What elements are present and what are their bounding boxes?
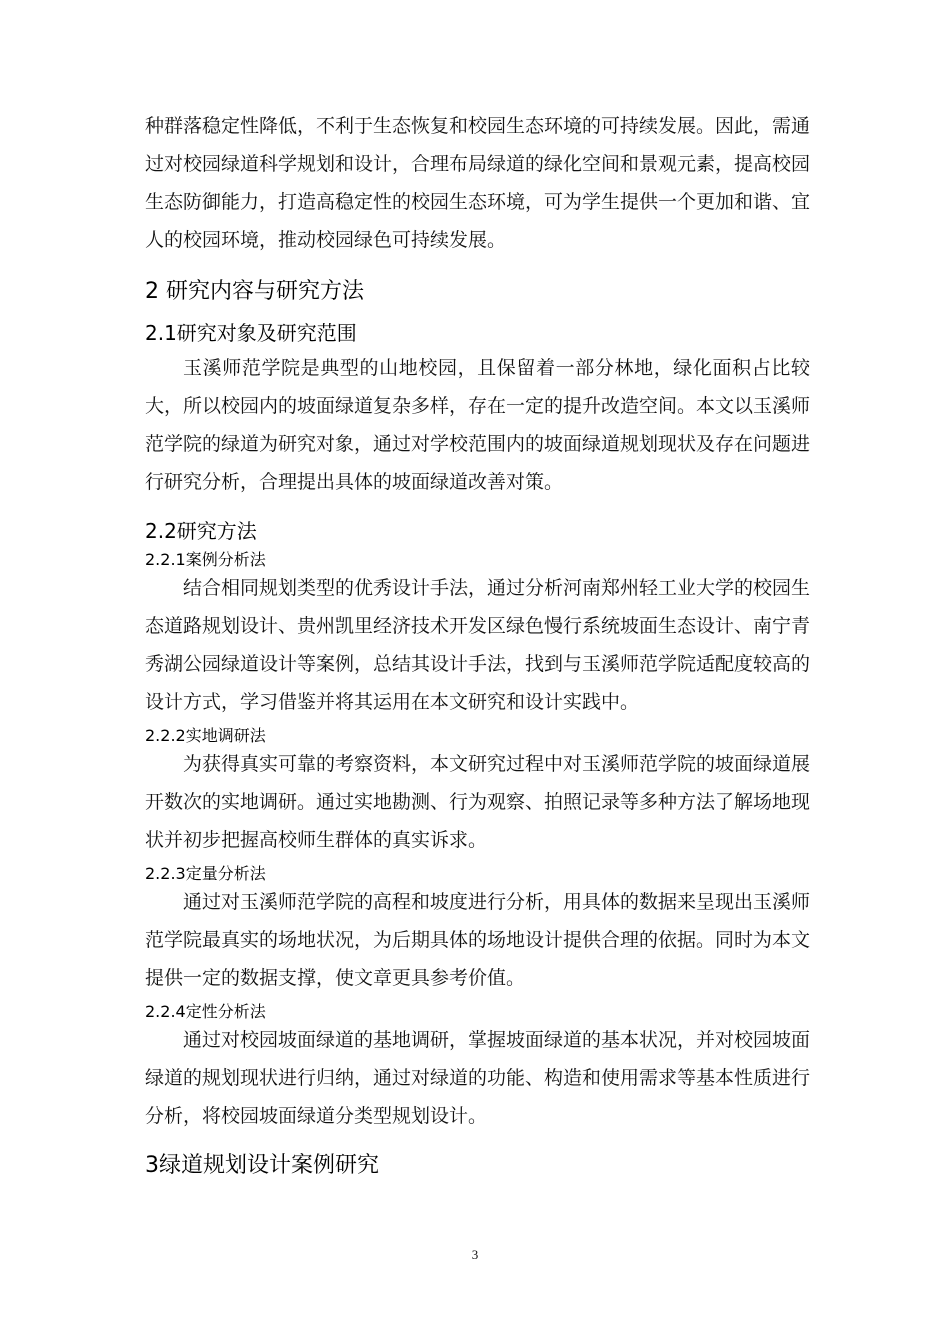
section-3-heading: 3绿道规划设计案例研究	[145, 1153, 379, 1178]
section-2-heading: 2 研究内容与研究方法	[145, 279, 364, 304]
section-2-1-heading: 2.1研究对象及研究范围	[145, 321, 357, 345]
section-2-2-4-heading: 2.2.4定性分析法	[145, 1002, 266, 1021]
section-2-2-4-paragraph: 通过对校园坡面绿道的基地调研，掌握坡面绿道的基本状况，并对校园坡面绿道的规划现状进行归纳，通过对绿道的功能、构造和使用需求等基本性质进行分析，将校园坡面绿道分类型规划设计。	[145, 1029, 811, 1127]
section-2-2-2-heading: 2.2.2实地调研法	[145, 726, 266, 745]
section-2-2-heading: 2.2研究方法	[145, 519, 257, 543]
page-content	[145, 107, 810, 1193]
section-2-2-2-paragraph: 为获得真实可靠的考察资料，本文研究过程中对玉溪师范学院的坡面绿道展开数次的实地调研。通过实地勘测、行为观察、拍照记录等多种方法了解场地现状并初步把握高校师生群体的真实诉求。	[145, 753, 811, 851]
intro-paragraph: 种群落稳定性降低，不利于生态恢复和校园生态环境的可持续发展。因此，需通过对校园绿道科学规划和设计，合理布局绿道的绿化空间和景观元素，提高校园生态防御能力，打造高稳定性的校园生态环境，可为学生提供一个更加和谐、宜人的校园环境，推动校园绿色可持续发展。	[145, 115, 811, 251]
section-2-1-paragraph: 玉溪师范学院是典型的山地校园，且保留着一部分林地，绿化面积占比较大，所以校园内的坡面绿道复杂多样，存在一定的提升改造空间。本文以玉溪师范学院的绿道为研究对象，通过对学校范围内的坡面绿道规划现状及存在问题进行研究分析，合理提出具体的坡面绿道改善对策。	[145, 357, 811, 493]
section-2-2-1-heading: 2.2.1案例分析法	[145, 550, 266, 569]
page-number: 3	[471, 1247, 479, 1262]
section-2-2-1-paragraph: 结合相同规划类型的优秀设计手法，通过分析河南郑州轻工业大学的校园生态道路规划设计、贵州凯里经济技术开发区绿色慢行系统坡面生态设计、南宁青秀湖公园绿道设计等案例，总结其设计手法，找到与玉溪师范学院适配度较高的设计方式，学习借鉴并将其运用在本文研究和设计实践中。	[145, 577, 811, 713]
section-2-2-3-paragraph: 通过对玉溪师范学院的高程和坡度进行分析，用具体的数据来呈现出玉溪师范学院最真实的场地状况，为后期具体的场地设计提供合理的依据。同时为本文提供一定的数据支撑，使文章更具参考价值。	[145, 891, 811, 989]
section-2-2-3-heading: 2.2.3定量分析法	[145, 864, 266, 883]
